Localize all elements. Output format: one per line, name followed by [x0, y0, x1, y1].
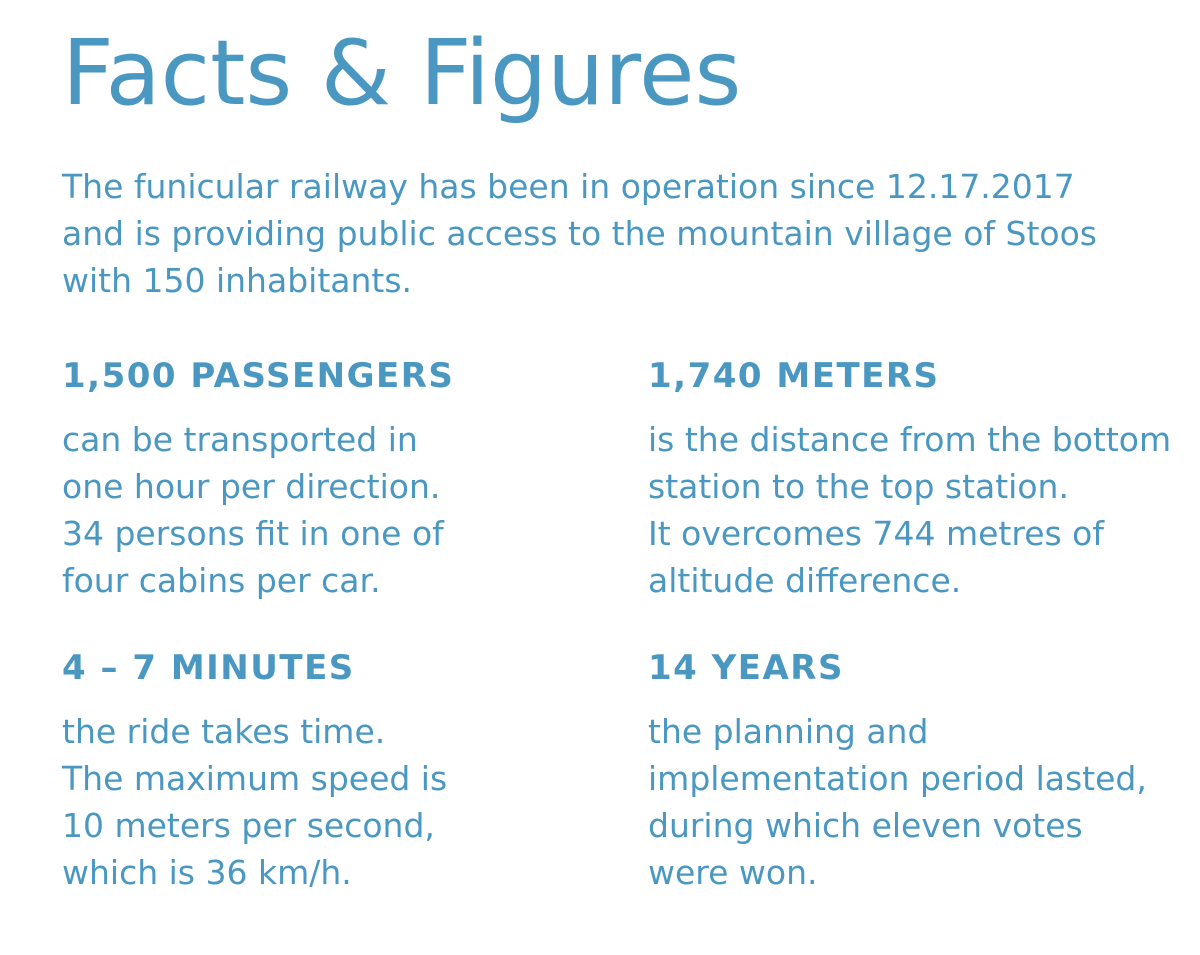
intro-line: The funicular railway has been in operation since 12.17.2017: [62, 167, 1075, 206]
fact-line: were won.: [648, 853, 818, 892]
fact-line: station to the top station.: [648, 467, 1069, 506]
fact-line: can be transported in: [62, 420, 418, 459]
fact-line: The maximum speed is: [62, 759, 448, 798]
fact-line: during which eleven votes: [648, 806, 1083, 845]
fact-body: [62, 416, 607, 604]
fact-line: the ride takes time.: [62, 712, 386, 751]
fact-line: is the distance from the bottom: [648, 420, 1172, 459]
fact-line: the planning and: [648, 712, 929, 751]
intro-line: and is providing public access to the mountain village of Stoos: [62, 214, 1097, 253]
page-title: Facts & Figures: [62, 21, 742, 126]
fact-body: [648, 708, 1193, 896]
fact-line: one hour per direction.: [62, 467, 441, 506]
fact-line: altitude difference.: [648, 561, 962, 600]
fact-heading: 14 YEARS: [648, 648, 844, 688]
fact-minutes: [62, 648, 607, 896]
fact-line: 10 meters per second,: [62, 806, 435, 845]
fact-meters: [648, 356, 1193, 604]
fact-line: four cabins per car.: [62, 561, 381, 600]
fact-heading: 4 – 7 MINUTES: [62, 648, 355, 688]
fact-heading: 1,740 METERS: [648, 356, 940, 396]
fact-passengers: [62, 356, 607, 604]
intro-paragraph: [62, 163, 1172, 304]
fact-line: 34 persons fit in one of: [62, 514, 444, 553]
intro-line: with 150 inhabitants.: [62, 261, 413, 300]
fact-line: implementation period lasted,: [648, 759, 1147, 798]
fact-body: [62, 708, 607, 896]
fact-line: It overcomes 744 metres of: [648, 514, 1104, 553]
fact-heading: 1,500 PASSENGERS: [62, 356, 455, 396]
fact-line: which is 36 km/h.: [62, 853, 352, 892]
fact-body: [648, 416, 1193, 604]
fact-years: [648, 648, 1193, 896]
